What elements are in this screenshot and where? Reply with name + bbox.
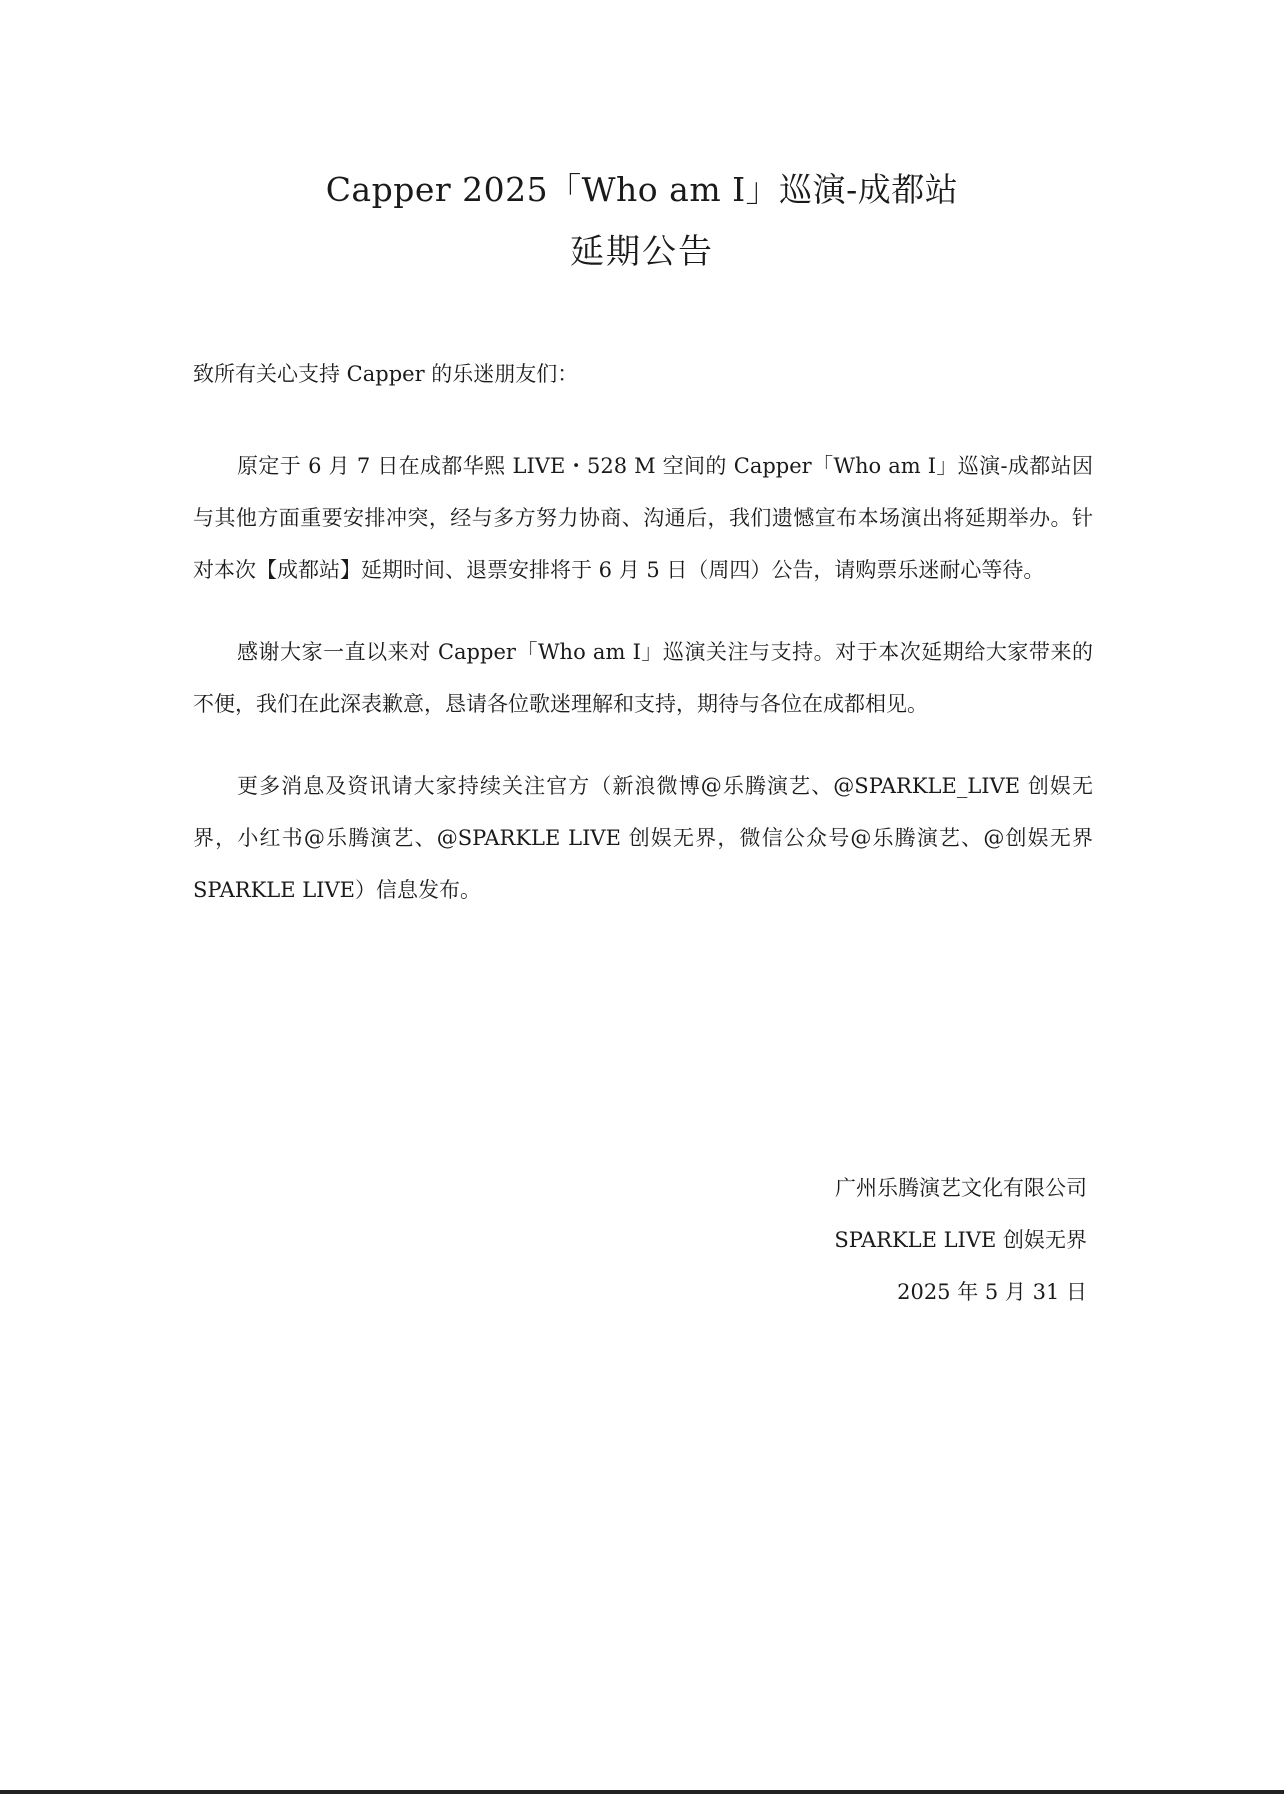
signature-brand: SPARKLE LIVE 创娱无界	[834, 1228, 1087, 1252]
paragraph-postponement: 原定于 6 月 7 日在成都华熙 LIVE・528 M 空间的 Capper「Who am I」巡演-成都站因与其他方面重要安排冲突，经与多方努力协商、沟通后，我们遗憾宣布本场演出将延期举办。针对本次【成都站】延期时间、退票安排将于 6 月 5 日（周四）公告，请购票乐迷耐心等待。	[193, 454, 1093, 582]
signature-date: 2025 年 5 月 31 日	[897, 1280, 1087, 1304]
bottom-border	[0, 1790, 1284, 1794]
title-block	[0, 160, 1284, 282]
greeting: 致所有关心支持 Capper 的乐迷朋友们：	[193, 362, 579, 386]
announcement-subtitle: 延期公告	[570, 232, 714, 272]
paragraph-apology: 感谢大家一直以来对 Capper「Who am I」巡演关注与支持。对于本次延期给大家带来的不便，我们在此深表歉意，恳请各位歌迷理解和支持，期待与各位在成都相见。	[193, 640, 1093, 716]
announcement-title: Capper 2025「Who am I」巡演-成都站	[325, 170, 959, 209]
signature-company: 广州乐腾演艺文化有限公司	[835, 1176, 1087, 1200]
signature-block	[834, 1162, 1087, 1318]
paragraph-follow-updates: 更多消息及资讯请大家持续关注官方（新浪微博@乐腾演艺、@SPARKLE_LIVE 创娱无界，小红书@乐腾演艺、@SPARKLE LIVE 创娱无界，微信公众号@乐腾演艺、@创娱无界 SPARKLE LIVE）信息发布。	[193, 774, 1093, 902]
